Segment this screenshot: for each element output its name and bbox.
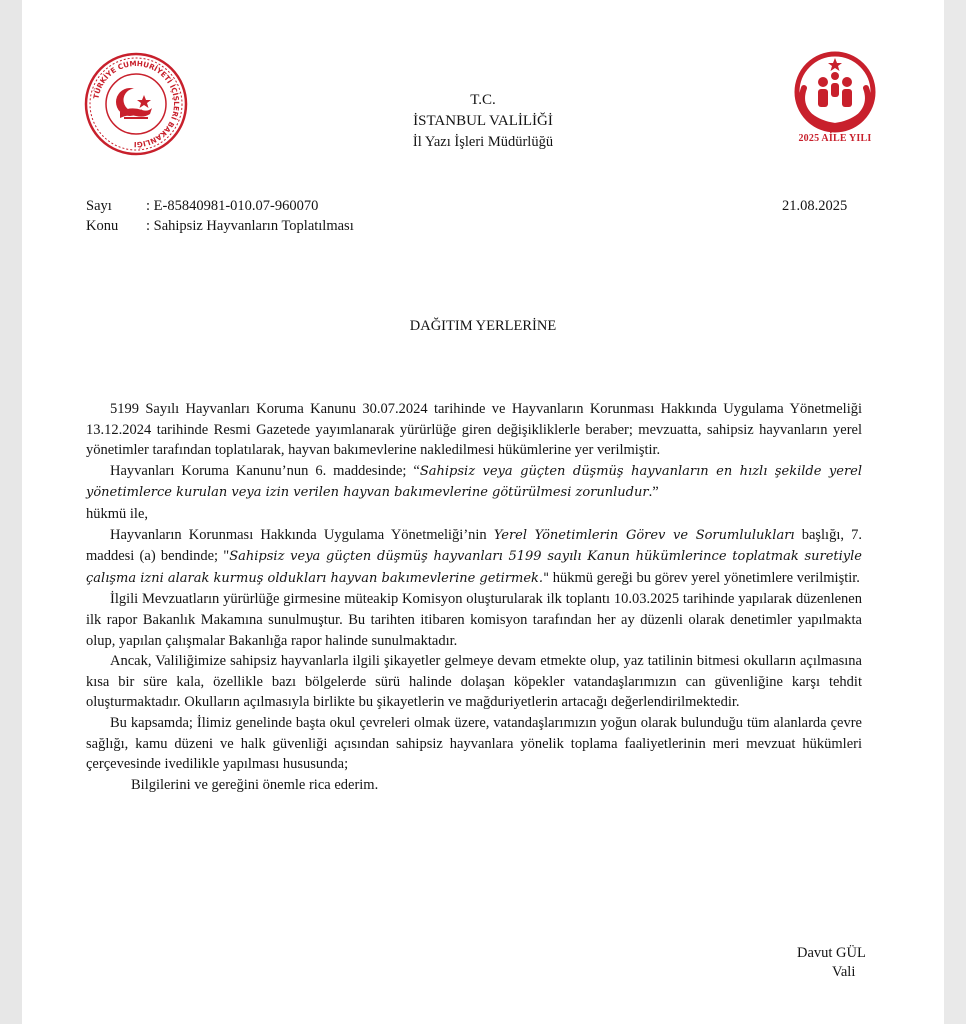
reference-number-label: Sayı bbox=[86, 198, 112, 214]
closing-line: Bilgilerini ve gereğini önemle rica ederim. bbox=[131, 776, 379, 793]
distribution-heading: DAĞITIM YERLERİNE bbox=[409, 318, 557, 334]
svg-text:TÜRKİYE CUMHURİYETİ İÇİŞLERİ B: TÜRKİYE CUMHURİYETİ İÇİŞLERİ BAKANLIĞI bbox=[91, 58, 182, 150]
family-year-caption: 2025 AİLE YILI bbox=[798, 133, 872, 144]
paragraph-2-closing: .” bbox=[648, 484, 659, 501]
paragraph-6: Bu kapsamda; İlimiz genelinde başta okul çevreleri olmak üzere, vatandaşlarımızın yoğun olarak bulunduğu tüm alanlarda çevre sağlığı, kamu düzeni ve halk güvenliği açısından sahipsiz hayvanlara yönelik toplama faaliyetlerinin meri mevzuat hükümleri çerçevesinde ivedilikle yapılması hususunda; bbox=[86, 714, 862, 773]
page-left-margin bbox=[0, 0, 22, 1024]
paragraph-1: 5199 Sayılı Hayvanları Koruma Kanunu 30.07.2024 tarihinde ve Hayvanların Korunması Hakkında Uygulama Yönetmeliği 13.12.2024 tarihinde Resmi Gazetede yayımlanarak yürürlüğe giren değişikliklerle beraber; mevzuatta, sahipsiz hayvanların yerel yönetimler tarafından toplatılarak, hayvan bakımevlerine nakledilmesi hükümlerine yer verilmiştir. bbox=[86, 401, 862, 459]
letter-body bbox=[86, 399, 862, 795]
paragraph-2 bbox=[86, 461, 862, 504]
paragraph-3-intro: Hayvanların Korunması Hakkında Uygulama Yönetmeliği’nin bbox=[110, 526, 494, 543]
regulation-section-title: Yerel Yönetimlerin Görev ve Sorumlulukları bbox=[493, 527, 795, 543]
subject-label: Konu bbox=[86, 218, 119, 234]
reference-number-value: : E-85840981-010.07-960070 bbox=[146, 198, 319, 214]
regulation-quote: Sahipsiz veya güçten düşmüş hayvanları 5199 sayılı Kanun hükümlerince toplatmak suretiyle çalışma izni alarak kurmuş oldukları hayvan bakımevlerine getirmek." bbox=[86, 549, 862, 586]
paragraph-2-continuation: hükmü ile, bbox=[86, 505, 149, 522]
signatory-name: Davut GÜL bbox=[797, 945, 866, 961]
signatory-title: Vali bbox=[832, 964, 856, 980]
paragraph-3-closing: hükmü gereği bu görev yerel yönetimlere verilmiştir. bbox=[549, 569, 860, 586]
header-tc: T.C. bbox=[470, 92, 496, 108]
paragraph-5: Ancak, Valiliğimize sahipsiz hayvanlarla ilgili şikayetler gelmeye devam etmekte olup, yaz tatilinin bitmesi okulların açılmasına kısa bir süre kala, özellikle bazı bölgelerde sürü halinde dolaşan köpekler vatandaşlarımızın can güvenliğine karşı tehdit oluşturmaktadır. Okulların açılmasıyla birlikte bu şikayetlerin ve mağduriyetlerin artacağı değerlendirilmektedir. bbox=[86, 653, 862, 711]
paragraph-4: İlgili Mevzuatların yürürlüğe girmesine müteakip Komisyon oluşturularak ilk toplantı 10.03.2025 tarihinde yapılarak düzenlenen ilk rapor Bakanlık Makamına sunulmuştur. Bu tarihten itibaren komisyon tarafından her ay düzenli olarak denetimler yapılmakta olup, yapılan çalışmalar Bakanlığa rapor halinde sunulmaktadır. bbox=[86, 591, 862, 649]
document-date: 21.08.2025 bbox=[782, 198, 848, 214]
law-quote: Sahipsiz veya güçten düşmüş hayvanların en hızlı şekilde yerel yönetimlerce kurulan veya izin verilen hayvan bakımevlerine götürülmesi zorunludur bbox=[86, 463, 863, 501]
paragraph-3 bbox=[86, 525, 862, 590]
subject-row bbox=[86, 218, 354, 235]
subject-value: : Sahipsiz Hayvanların Toplatılması bbox=[146, 218, 354, 234]
document-page bbox=[22, 0, 944, 1024]
reference-number-row bbox=[86, 198, 318, 215]
paragraph-2-intro: Hayvanları Koruma Kanunu’nun 6. maddesinde; “ bbox=[110, 462, 420, 479]
paragraph-3-middle: başlığı, 7. maddesi (a) bendinde; " bbox=[86, 526, 862, 565]
header-directorate: İl Yazı İşleri Müdürlüğü bbox=[412, 134, 554, 150]
header-governorship: İSTANBUL VALİLİĞİ bbox=[413, 113, 553, 129]
page-right-margin bbox=[944, 0, 966, 1024]
